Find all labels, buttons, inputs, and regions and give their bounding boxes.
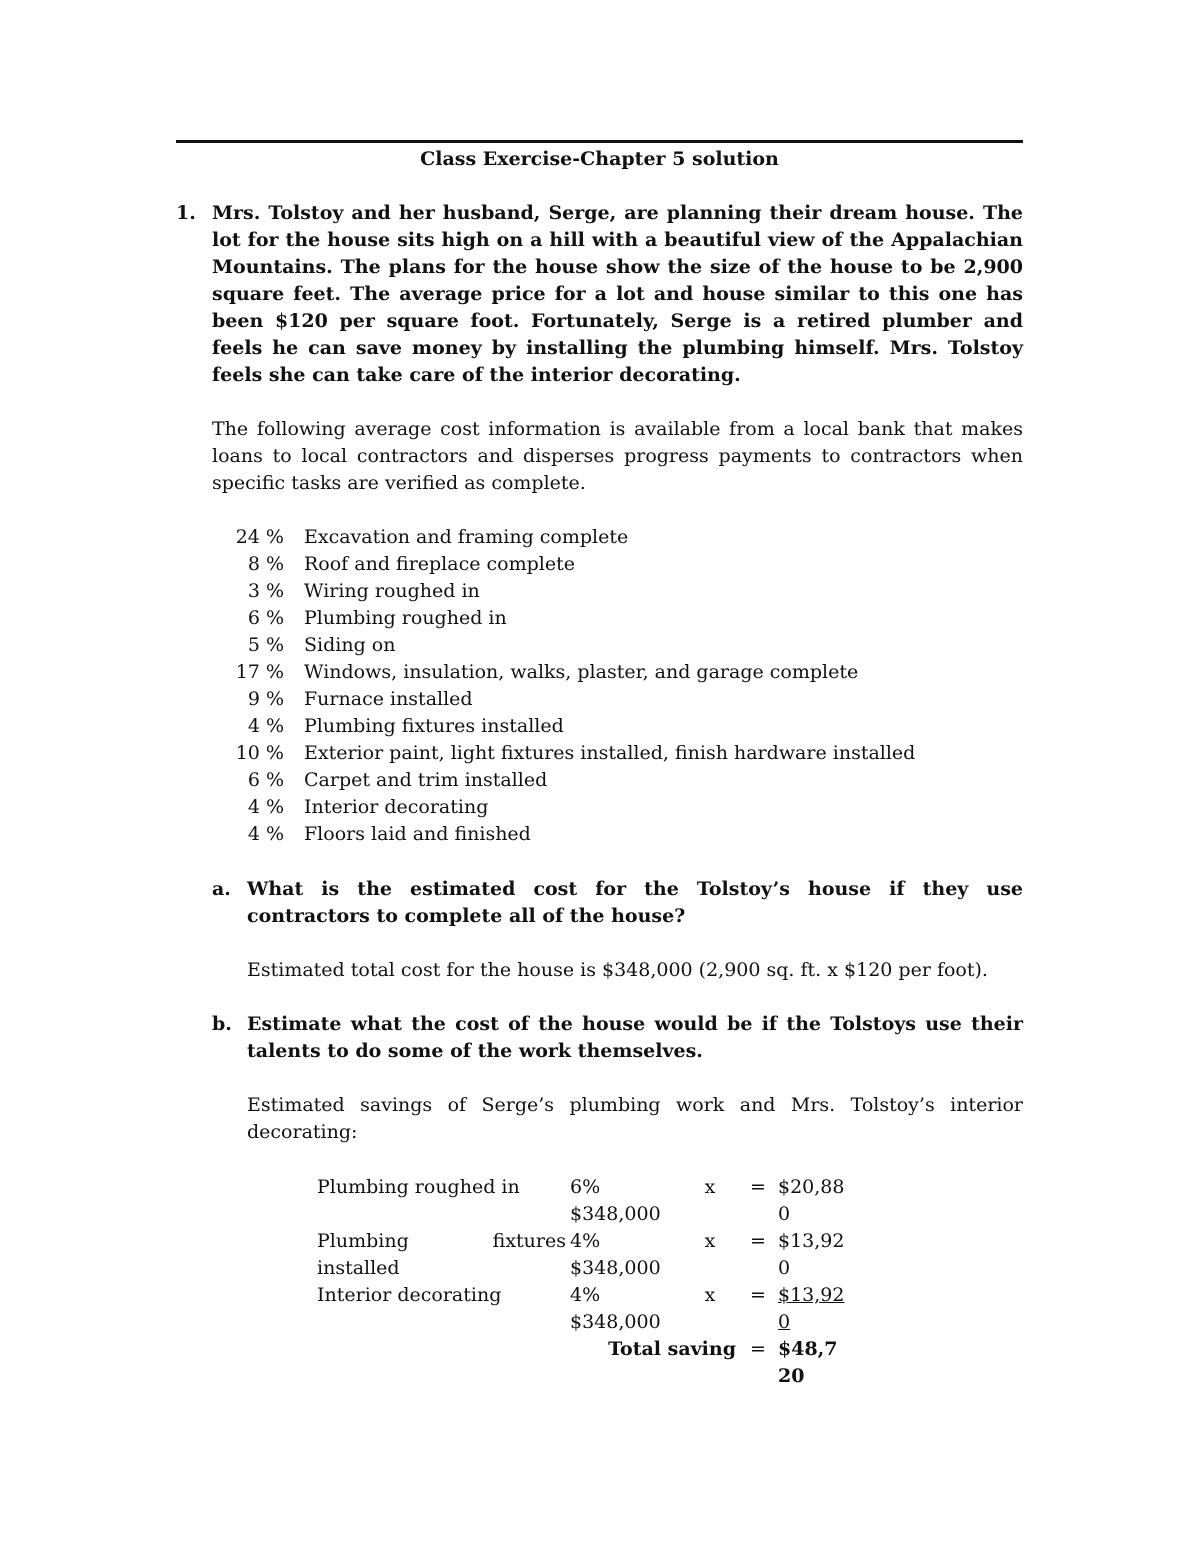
cost-task: Furnace installed [304,688,473,710]
calc-amount: $20,880 [778,1176,845,1225]
total-row [317,1336,850,1390]
calc-rate: 6% $348,000 [570,1176,661,1225]
calc-rate: 4% $348,000 [570,1230,661,1279]
list-item [212,794,1023,821]
part-a-answer: Estimated total cost for the house is $348,000 (2,900 sq. ft. x $120 per foot). [247,959,988,981]
total-amount: $48,720 [778,1338,838,1387]
list-item [212,713,1023,740]
list-item [212,659,1023,686]
cost-task: Interior decorating [304,796,489,818]
list-item [212,524,1023,551]
total-label: Total saving [608,1338,736,1360]
list-item [212,632,1023,659]
part-a-letter: a. [212,878,231,900]
page-title: Class Exercise-Chapter 5 solution [420,148,779,170]
part-b-letter: b. [212,1013,232,1035]
list-item [212,551,1023,578]
list-item [212,605,1023,632]
cost-percent: 3 % [247,580,284,602]
table-row [317,1174,850,1228]
header-rule [176,140,1023,143]
cost-task: Plumbing fixtures installed [304,715,564,737]
cost-percent: 8 % [247,553,284,575]
cost-percent: 6 % [247,607,284,629]
part-b-question: Estimate what the cost of the house would be if the Tolstoys use their talents to do some of the work themselves. [247,1013,1023,1062]
cost-task: Carpet and trim installed [304,769,548,791]
calc-label: Plumbing fixtures installed [317,1230,566,1279]
total-equals: = [750,1338,766,1360]
calc-equals: = [750,1230,766,1252]
calc-times: x [704,1230,716,1252]
cost-percent: 4 % [247,715,284,737]
cost-list [212,524,1023,848]
cost-percent: 5 % [247,634,284,656]
part-a-question: What is the estimated cost for the Tolstoy’s house if they use contractors to complete all of the house? [247,878,1023,927]
cost-task: Siding on [304,634,396,656]
calc-times: x [704,1176,716,1198]
calc-rate: 4% $348,000 [570,1284,661,1333]
cost-task: Wiring roughed in [304,580,480,602]
cost-percent: 4 % [247,823,284,845]
table-row [317,1228,850,1282]
part-b-answer: Estimated savings of Serge’s plumbing work and Mrs. Tolstoy’s interior decorating: [247,1094,1023,1143]
cost-percent: 9 % [247,688,284,710]
list-item [212,740,1023,767]
cost-task: Plumbing roughed in [304,607,507,629]
cost-task: Floors laid and finished [304,823,531,845]
table-row [317,1282,850,1336]
calc-equals: = [750,1176,766,1198]
calc-equals: = [750,1284,766,1306]
cost-percent: 6 % [247,769,284,791]
calc-label: Plumbing roughed in [317,1176,520,1198]
list-item [212,578,1023,605]
list-item [212,686,1023,713]
question-text: Mrs. Tolstoy and her husband, Serge, are planning their dream house. The lot for the house sits high on a hill with a beautiful view of the Appalachian Mountains. The plans for the house show the size of the house to be 2,900 square feet. The average price for a lot and house similar to this one has been $120 per square foot. Fortunately, Serge is a retired plumber and feels he can save money by installing the plumbing himself. Mrs. Tolstoy feels she can take care of the interior decorating. [212,202,1023,386]
cost-percent: 10 % [235,742,284,764]
cost-percent: 24 % [235,526,284,548]
cost-task: Windows, insulation, walks, plaster, and garage complete [304,661,859,683]
question-number: 1. [176,202,196,224]
cost-percent: 17 % [235,661,284,683]
calc-amount: $13,920 [778,1284,845,1333]
cost-intro-text: The following average cost information is available from a local bank that makes loans to local contractors and disperses progress payments to contractors when specific tasks are verified as complete. [212,418,1023,494]
cost-percent: 4 % [247,796,284,818]
savings-calculation [317,1174,850,1390]
calc-label: Interior decorating [317,1284,502,1306]
list-item [212,821,1023,848]
cost-task: Excavation and framing complete [304,526,629,548]
calc-times: x [704,1284,716,1306]
cost-task: Exterior paint, light fixtures installed, finish hardware installed [304,742,916,764]
cost-task: Roof and fireplace complete [304,553,575,575]
calc-amount: $13,920 [778,1230,845,1279]
list-item [212,767,1023,794]
